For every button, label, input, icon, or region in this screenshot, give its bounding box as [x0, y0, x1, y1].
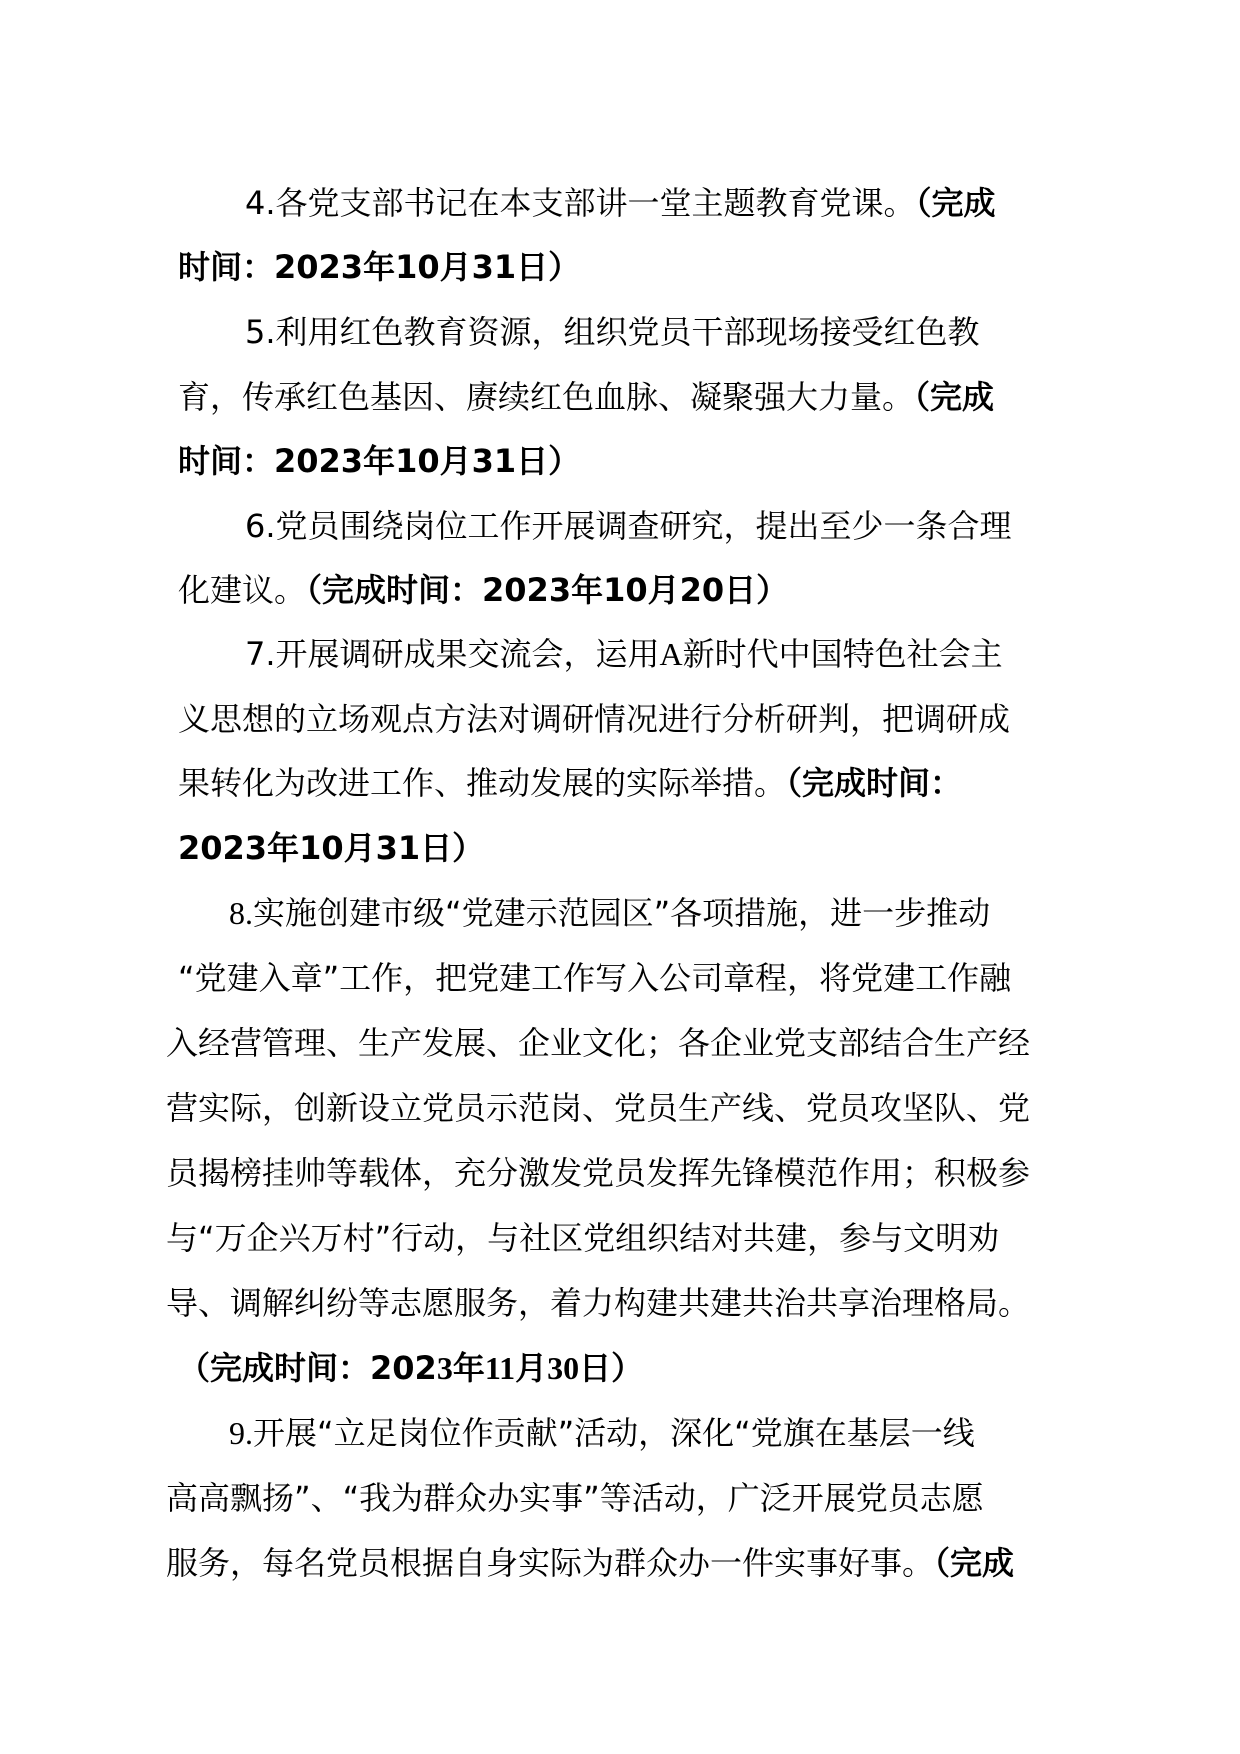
body-text: “党建入章”工作，把党建工作写入公司章程，将党建工作融 [178, 959, 1012, 997]
paragraph-line [178, 247, 580, 287]
paragraph-line [229, 893, 990, 933]
paragraph-line [178, 958, 1011, 998]
body-text: 果转化为改进工作、推动发展的实际举措。 [178, 764, 787, 802]
completion-time-text: 30 [547, 1350, 580, 1386]
completion-time-text: （完成时间：202 [178, 1349, 437, 1387]
completion-time-text: 3 [436, 1350, 453, 1386]
body-text: 开展“立足岗位作贡献”活动，深化“党旗在基层一线 [253, 1414, 975, 1452]
body-text: 实施创建市级“党建示范园区”各项措施，进一步推动 [253, 894, 991, 932]
paragraph-line [245, 312, 980, 352]
paragraph-line [178, 763, 962, 803]
paragraph-line [178, 441, 580, 481]
body-text: 高高飘扬”、“我为群众办实事”等活动，广泛开展党员志愿 [166, 1479, 984, 1517]
paragraph-line [245, 506, 1012, 546]
body-text: 服务，每名党员根据自身实际为群众办一件实事好事。 [166, 1544, 935, 1582]
body-text: 7.开展调研成果交流会，运用 [245, 635, 660, 673]
body-text: 新时代中国特色社会主 [682, 635, 1003, 673]
completion-time-text: （完成时间：2023年10月20日） [306, 571, 789, 609]
body-text: 导、调解纠纷等志愿服务，着力构建共建共治共享治理格局。 [166, 1284, 1031, 1322]
body-text: A [659, 636, 683, 672]
completion-time-text: 时间：2023年10月31日） [178, 248, 581, 286]
completion-time-text: 月 [515, 1349, 548, 1387]
paragraph-line [178, 828, 484, 868]
body-text: 6.党员围绕岗位工作开展调查研究，提出至少一条合理 [245, 507, 1012, 545]
paragraph-line [178, 699, 1010, 739]
body-text: 入经营管理、生产发展、企业文化；各企业党支部结合生产经 [166, 1024, 1031, 1062]
paragraph-line [178, 377, 994, 417]
body-text: 育，传承红色基因、赓续红色血脉、凝聚强大力量。 [178, 378, 915, 416]
body-text: 化建议。 [178, 571, 307, 609]
completion-time-text: 年 [452, 1349, 485, 1387]
completion-time-text: （完成 [914, 378, 995, 416]
body-text: 4.各党支部书记在本支部讲一堂主题教育党课。 [245, 184, 916, 222]
body-text: 5.利用红色教育资源，组织党员干部现场接受红色教 [245, 313, 980, 351]
paragraph-line [245, 183, 996, 223]
body-text: 与“万企兴万村”行动，与社区党组织结对共建，参与文明劝 [166, 1219, 1000, 1257]
paragraph-line [178, 570, 788, 610]
body-text: 员揭榜挂帅等载体，充分激发党员发挥先锋模范作用；积极参 [166, 1154, 1031, 1192]
paragraph-line [166, 1283, 1030, 1323]
paragraph-line [166, 1218, 999, 1258]
body-text: 义思想的立场观点方法对调研情况进行分析研判，把调研成 [178, 700, 1011, 738]
completion-time-text: （完成 [934, 1544, 1015, 1582]
paragraph-line [166, 1478, 984, 1518]
completion-time-text: 11 [484, 1350, 516, 1386]
paragraph-line [166, 1153, 1030, 1193]
completion-time-text: 时间：2023年10月31日） [178, 442, 581, 480]
paragraph-line [166, 1088, 1030, 1128]
paragraph-line [166, 1543, 1014, 1583]
completion-time-text: （完成时间： [786, 764, 963, 802]
completion-time-text: （完成 [915, 184, 996, 222]
completion-time-text: 2023年10月31日） [178, 829, 485, 867]
completion-time-text: 日） [579, 1349, 644, 1387]
paragraph-line [178, 1348, 643, 1388]
body-text: 8. [229, 895, 253, 931]
paragraph-line [166, 1023, 1030, 1063]
body-text: 9. [229, 1415, 253, 1451]
body-text: 营实际，创新设立党员示范岗、党员生产线、党员攻坚队、党 [166, 1089, 1031, 1127]
paragraph-line [245, 634, 1003, 674]
paragraph-line [229, 1413, 975, 1453]
